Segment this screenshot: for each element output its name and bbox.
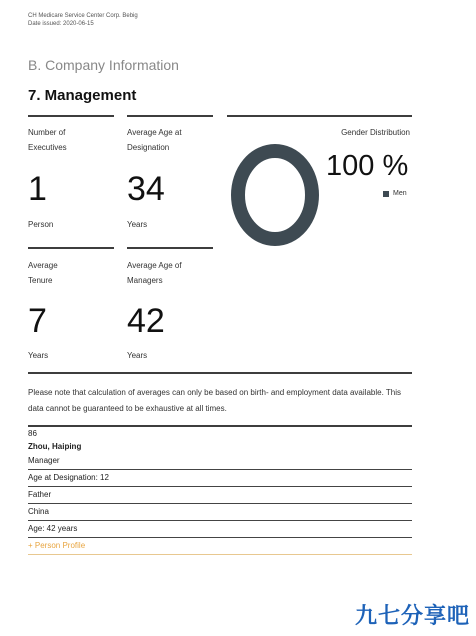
stat-unit-age-managers: Years	[127, 351, 148, 360]
gender-donut-chart	[230, 143, 320, 247]
rule-full-1	[28, 372, 412, 374]
person-gender: Father	[28, 487, 412, 504]
stat-label-executives: Number of Executives	[28, 128, 67, 152]
averages-note: Please note that calculation of averages can only be based on birth- and employment data available. This data cannot be guaranteed to be exhaustive at all times.	[28, 388, 401, 413]
stat-unit-tenure: Years	[28, 351, 49, 360]
gender-legend	[383, 190, 407, 197]
header-line-1: CH Medicare Service Center Corp. Bebig	[28, 13, 138, 19]
person-name[interactable]: Zhou, Haiping	[28, 442, 82, 451]
person-profile-link[interactable]: + Person Profile	[28, 538, 412, 555]
rule-mid-2	[127, 247, 213, 249]
rule-mid-1	[28, 247, 114, 249]
legend-label-men: Men	[393, 190, 407, 197]
person-id: 86	[28, 425, 412, 440]
legend-swatch	[383, 191, 389, 197]
stat-label-age-designation: Average Age at Designation	[127, 128, 182, 152]
rule-top-2	[127, 115, 213, 117]
stat-value-tenure: 7	[28, 302, 47, 340]
stat-value-age-designation: 34	[127, 170, 165, 208]
rule-top-3	[227, 115, 412, 117]
gender-distribution-title: Gender Distribution	[341, 128, 410, 137]
donut-ring-men	[238, 151, 312, 239]
gender-percent: 100 %	[326, 150, 409, 182]
person-role: Manager	[28, 453, 412, 470]
stat-label-tenure: Average Tenure	[28, 261, 58, 285]
stat-unit-age-designation: Years	[127, 220, 148, 229]
stat-unit-executives: Person	[28, 220, 54, 229]
watermark-logo: 九七分享吧	[354, 603, 470, 628]
person-country: China	[28, 504, 412, 521]
document-header	[28, 12, 138, 28]
stat-value-age-managers: 42	[127, 302, 165, 340]
stat-value-executives: 1	[28, 170, 47, 208]
person-age: Age: 42 years	[28, 521, 412, 538]
rule-top-1	[28, 115, 114, 117]
stat-label-age-managers: Average Age of Managers	[127, 261, 182, 285]
person-list	[28, 425, 412, 555]
header-line-2: Date issued: 2020-06-15	[28, 21, 94, 27]
person-age-designation: Age at Designation: 12	[28, 470, 412, 487]
management-title: 7. Management	[28, 87, 137, 104]
section-title: B. Company Information	[28, 57, 179, 73]
